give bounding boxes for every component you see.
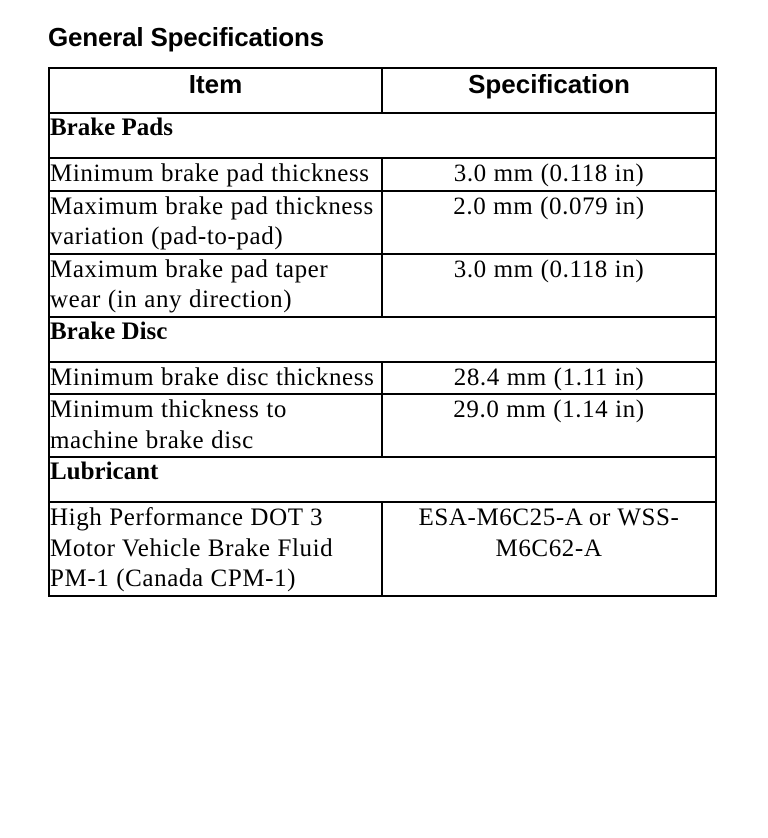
page-title: General Specifications [48, 22, 324, 52]
section-row-lubricant [49, 457, 716, 502]
item-cell: Maximum brake pad taper wear (in any direction) [49, 254, 382, 317]
table-row [49, 502, 716, 596]
table-header-row [49, 68, 716, 113]
item-cell: Minimum brake disc thickness [49, 362, 382, 395]
item-cell: Maximum brake pad thickness variation (pad-to-pad) [49, 191, 382, 254]
spec-cell: 3.0 mm (0.118 in) [382, 254, 716, 317]
item-cell: Minimum brake pad thickness [49, 158, 382, 191]
section-title: Brake Pads [49, 113, 716, 158]
spec-cell: 2.0 mm (0.079 in) [382, 191, 716, 254]
section-title: Brake Disc [49, 317, 716, 362]
spec-cell: 29.0 mm (1.14 in) [382, 394, 716, 457]
table-row [49, 394, 716, 457]
section-title: Lubricant [49, 457, 716, 502]
table-row [49, 254, 716, 317]
item-cell: High Performance DOT 3 Motor Vehicle Brake Fluid PM-1 (Canada CPM-1) [49, 502, 382, 596]
table-row [49, 191, 716, 254]
section-row-brake-disc [49, 317, 716, 362]
item-cell: Minimum thickness to machine brake disc [49, 394, 382, 457]
section-row-brake-pads [49, 113, 716, 158]
spec-cell: 3.0 mm (0.118 in) [382, 158, 716, 191]
specifications-table [48, 67, 717, 597]
column-header-item: Item [49, 68, 382, 113]
spec-cell: ESA-M6C25-A or WSS-M6C62-A [382, 502, 716, 596]
table-row [49, 158, 716, 191]
table-row [49, 362, 716, 395]
column-header-specification: Specification [382, 68, 716, 113]
spec-cell: 28.4 mm (1.11 in) [382, 362, 716, 395]
